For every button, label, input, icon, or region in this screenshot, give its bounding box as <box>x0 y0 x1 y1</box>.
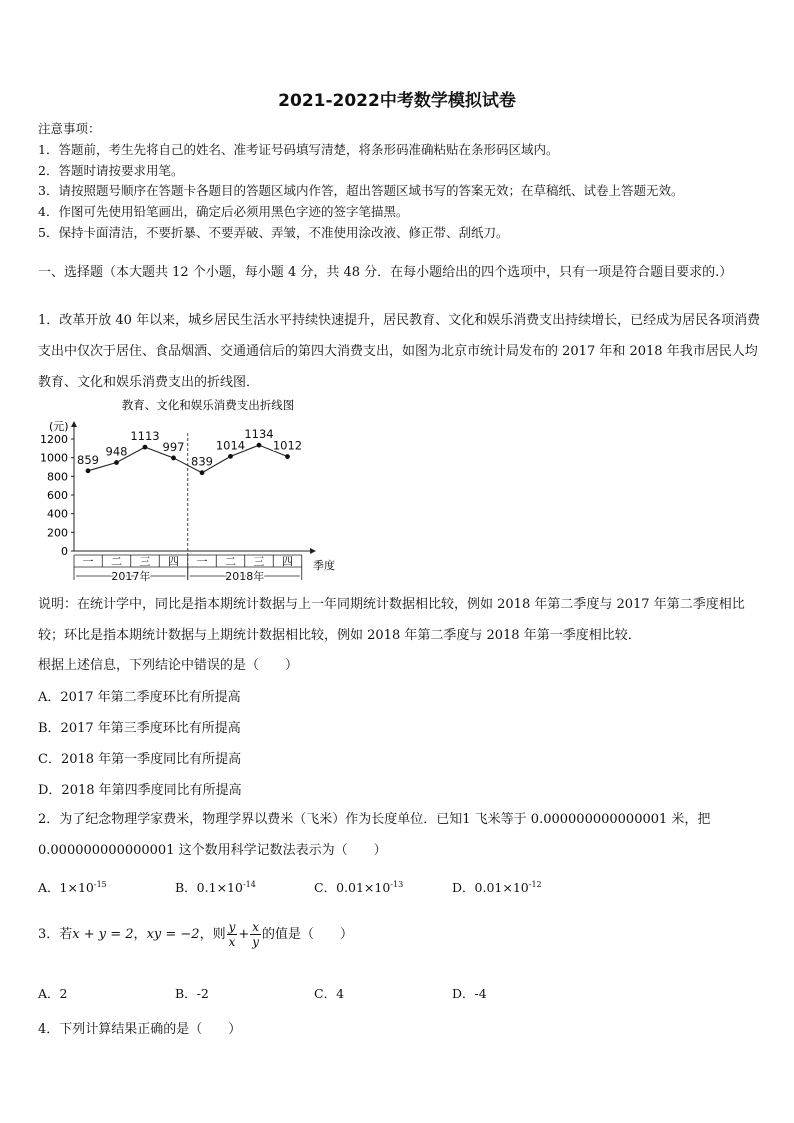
q3-then: ，则 <box>199 927 226 942</box>
data-label: 1014 <box>215 438 246 453</box>
plus-sign: + <box>238 927 250 942</box>
data-label: 1012 <box>272 438 303 453</box>
data-label: 839 <box>191 454 213 469</box>
line-chart <box>30 393 360 588</box>
question-2-option-a[interactable]: A．$1\times 10^{-15}$ <box>38 879 107 895</box>
y-tick-label: 200 <box>47 526 68 540</box>
data-point <box>114 460 119 465</box>
question-2-option-d[interactable]: D．$0.01\times 10^{-12}$ <box>452 879 542 895</box>
y-tick-label: 800 <box>47 470 68 484</box>
q3-suffix: 的值是（ ） <box>262 927 354 942</box>
y-axis-unit: (元) <box>49 420 69 433</box>
question-1-option-d[interactable]: D．2018 年第四季度同比有所提高 <box>38 783 242 798</box>
y-axis-arrow <box>71 421 77 427</box>
data-point <box>86 468 91 473</box>
x-tick-label: 四 <box>168 555 179 568</box>
question-2-option-b[interactable]: B．$0.1\times 10^{-14}$ <box>175 879 256 895</box>
data-point <box>200 470 205 475</box>
page-title: 2021-2022中考数学模拟试卷 <box>278 91 516 111</box>
data-label: 1134 <box>244 427 274 442</box>
question-1-stem: 1．改革开放 40 年以来，城乡居民生活水平持续快速提升，居民教育、文化和娱乐消费支出持续增长，已经成为居民各项消费支出中仅次于居住、食品烟酒、交通通信后的第四大消费支出，如图为北京市统计局发布的 2017 年和 2018 年我市居民人均教育、文化和娱乐消费支出的折线图． <box>38 313 761 390</box>
y-tick-label: 0 <box>61 545 68 558</box>
x-tick-label: 一 <box>196 555 208 568</box>
x-axis-arrow <box>310 548 316 554</box>
question-1-option-a[interactable]: A．2017 年第二季度环比有所提高 <box>38 690 241 705</box>
y-tick-label: 1000 <box>40 451 68 465</box>
data-point <box>143 445 148 450</box>
y-tick-label: 600 <box>47 489 68 502</box>
q3-comma: ， <box>133 927 147 942</box>
q3-prefix: 3．若 <box>38 927 73 942</box>
question-3-option-b[interactable]: B．-2 <box>175 986 209 1001</box>
question-3-option-a[interactable]: A．2 <box>38 986 68 1001</box>
line-chart-svg <box>30 393 360 588</box>
fraction-x-over-y: $\frac{x}{y}$ <box>252 920 260 949</box>
data-label: 1113 <box>130 429 160 444</box>
notice-item: 1．答题前，考生先将自己的姓名、准考证号码填写清楚，将条形码准确粘贴在条形码区域内。 <box>38 141 559 157</box>
chart-title: 教育、文化和娱乐消费支出折线图 <box>121 398 295 412</box>
x-tick-label: 三 <box>139 555 151 568</box>
question-1-explanation: 说明：在统计学中，同比是指本期统计数据与上一年同期统计数据相比较，例如 2018 年第二季度与 2017 年第二季度相比较；环比是指本期统计数据与上期统计数据相比较，例如 2018 年第二季度与 2018 年第一季度相比较． <box>38 597 745 643</box>
question-1-prompt: 根据上述信息，下列结论中错误的是（ ） <box>38 658 299 673</box>
y-tick-label: 400 <box>47 507 68 521</box>
question-1-option-c[interactable]: C．2018 年第一季度同比有所提高 <box>38 752 242 767</box>
data-point <box>257 443 262 448</box>
y-tick-label: 1200 <box>40 433 68 446</box>
notice-item: 5．保持卡面清洁，不要折暴、不要弄破、弄皱，不准使用涂改液、修正带、刮纸刀。 <box>38 224 509 240</box>
question-3-option-d[interactable]: D．-4 <box>452 986 487 1001</box>
group-label: 2018年 <box>225 570 265 583</box>
x-axis-label: 季度 <box>313 559 335 572</box>
fraction-y-over-x: $\frac{y}{x}$ <box>228 920 236 949</box>
group-label: 2017年 <box>111 570 151 583</box>
q3-condition-1: x + y = 2 <box>72 927 134 942</box>
notice-heading: 注意事项： <box>38 121 101 136</box>
x-tick-label: 四 <box>282 555 293 568</box>
notice-item: 3．请按照题号顺序在答题卡各题目的答题区域内作答，超出答题区域书写的答案无效；在草稿纸、试卷上答题无效。 <box>38 183 684 199</box>
x-tick-label: 三 <box>253 555 265 568</box>
x-tick-label: 二 <box>225 555 236 568</box>
question-1-option-b[interactable]: B．2017 年第三季度环比有所提高 <box>38 721 241 736</box>
question-4-stem: 4．下列计算结果正确的是（ ） <box>38 1022 242 1037</box>
data-label: 859 <box>77 452 99 467</box>
data-point <box>228 454 233 459</box>
x-tick-label: 二 <box>111 555 122 568</box>
question-2-stem: 2．为了纪念物理学家费米，物理学界以费米（飞米）作为长度单位．已知1 飞米等于 0.000000000000001 米，把 0.000000000000001 这个数用科学记数法表示为（ ） <box>38 812 711 858</box>
question-2-option-c[interactable]: C．$0.01\times 10^{-13}$ <box>314 879 404 895</box>
data-point <box>285 454 290 459</box>
section-heading: 一、选择题（本大题共 12 个小题，每小题 4 分，共 48 分．在每小题给出的四个选项中，只有一项是符合题目要求的.） <box>38 265 733 280</box>
notice-item: 2．答题时请按要求用笔。 <box>38 162 184 178</box>
x-tick-label: 一 <box>82 555 94 568</box>
data-label: 997 <box>162 439 185 454</box>
notice-block <box>38 119 768 244</box>
notice-item: 4．作图可先使用铅笔画出，确定后必须用黑色字迹的签字笔描黑。 <box>38 204 409 220</box>
question-3-stem <box>38 920 353 949</box>
q3-condition-2: xy = −2 <box>146 927 200 942</box>
data-label: 948 <box>105 444 128 459</box>
question-3-option-c[interactable]: C．4 <box>314 986 345 1001</box>
data-point <box>171 456 176 461</box>
